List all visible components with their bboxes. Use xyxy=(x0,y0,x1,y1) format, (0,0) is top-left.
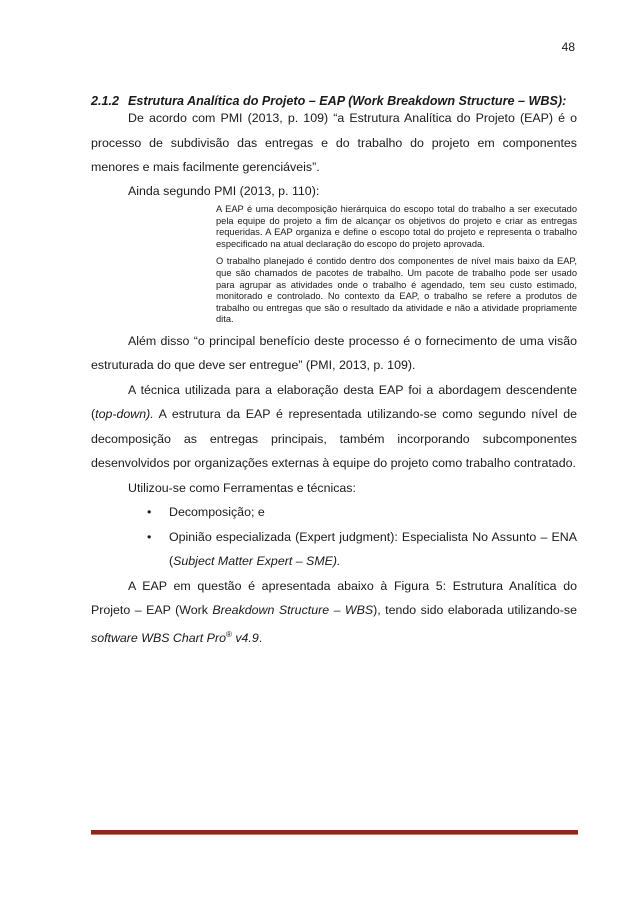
paragraph-definition: De acordo com PMI (2013, p. 109) “a Estrutura Analítica do Projeto (EAP) é o processo de subdivisão das entregas e do trabalho do projeto em componentes menores e mais facilmente gerenciáveis”. xyxy=(91,111,577,174)
list-item xyxy=(91,525,577,574)
paragraph-intro-quote: Ainda segundo PMI (2013, p. 110): xyxy=(128,183,320,198)
bullet-icon: • xyxy=(147,529,152,544)
list-item-text: Decomposição; e xyxy=(169,505,265,520)
paragraph-figure-reference xyxy=(91,574,577,651)
section-number: 2.1.2 xyxy=(91,94,120,108)
block-quote xyxy=(216,204,577,326)
quote-paragraph-1: A EAP é uma decomposição hierárquica do escopo total do trabalho a ser executado pela equipe do projeto a fim de alcançar os objetivos do projeto e criar as entregas requeridas. A EAP organiza e define o escopo total do projeto e representa o trabalho especificado na atual declaração do escopo do projeto aprovada. xyxy=(216,204,577,249)
list-item-text-italic: Subject Matter Expert – SME). xyxy=(173,554,341,569)
section-title: Estrutura Analítica do Projeto – EAP (Work Breakdown Structure – WBS): xyxy=(128,94,567,108)
tools-list xyxy=(91,500,577,574)
paragraph-tools: Utilizou-se como Ferramentas e técnicas: xyxy=(128,480,356,495)
footer-divider xyxy=(91,830,578,835)
figure-ref-text-c: . xyxy=(258,631,263,646)
list-item-text-a: Opinião especializada (Expert judgment): Especialista No Assunto – ENA ( xyxy=(169,529,577,569)
figure-ref-text-b: ), tendo sido elaborada utilizando-se xyxy=(373,603,577,618)
figure-ref-text-a: A EAP em questão é apresentada abaixo à Figura 5: Estrutura Analítica do Projeto – EAP (Work xyxy=(91,578,577,618)
page-content xyxy=(91,93,577,651)
technique-text-italic: top-down). xyxy=(95,407,154,422)
paragraph-technique xyxy=(91,378,577,476)
bullet-icon: • xyxy=(147,505,152,520)
list-item xyxy=(91,500,577,525)
quote-paragraph-2: O trabalho planejado é contido dentro dos componentes de nível mais baixo da EAP, que são chamados de pacotes de trabalho. Um pacote de trabalho pode ser usado para agrupar as atividades onde o trabalho é agendado, tem seu custo estimado, monitorado e controlado. No contexto da EAP, o trabalho se refere a produtos de trabalho ou entregas que são o resultado da atividade e não a atividade propriamente dita. xyxy=(216,256,577,325)
technique-text-a: A técnica utilizada para a elaboração desta EAP foi a abordagem descendente ( xyxy=(91,382,577,422)
figure-ref-italic-1: Breakdown Structure – WBS xyxy=(212,603,374,618)
page-number: 48 xyxy=(561,40,575,54)
figure-ref-italic-2: software WBS Chart Pro xyxy=(91,631,226,646)
registered-mark: ® xyxy=(225,629,232,639)
paragraph-benefit: Além disso “o principal benefício deste processo é o fornecimento de uma visão estruturada do que deve ser entregue” (PMI, 2013, p. 109). xyxy=(91,333,577,373)
technique-text-b: A estrutura da EAP é representada utilizando-se como segundo nível de decomposição as entregas principais, também incorporando subcomponentes desenvolvidos por organizações externas à equipe do projeto como trabalho contratado. xyxy=(91,407,577,471)
figure-ref-italic-3: v4.9 xyxy=(231,631,259,646)
